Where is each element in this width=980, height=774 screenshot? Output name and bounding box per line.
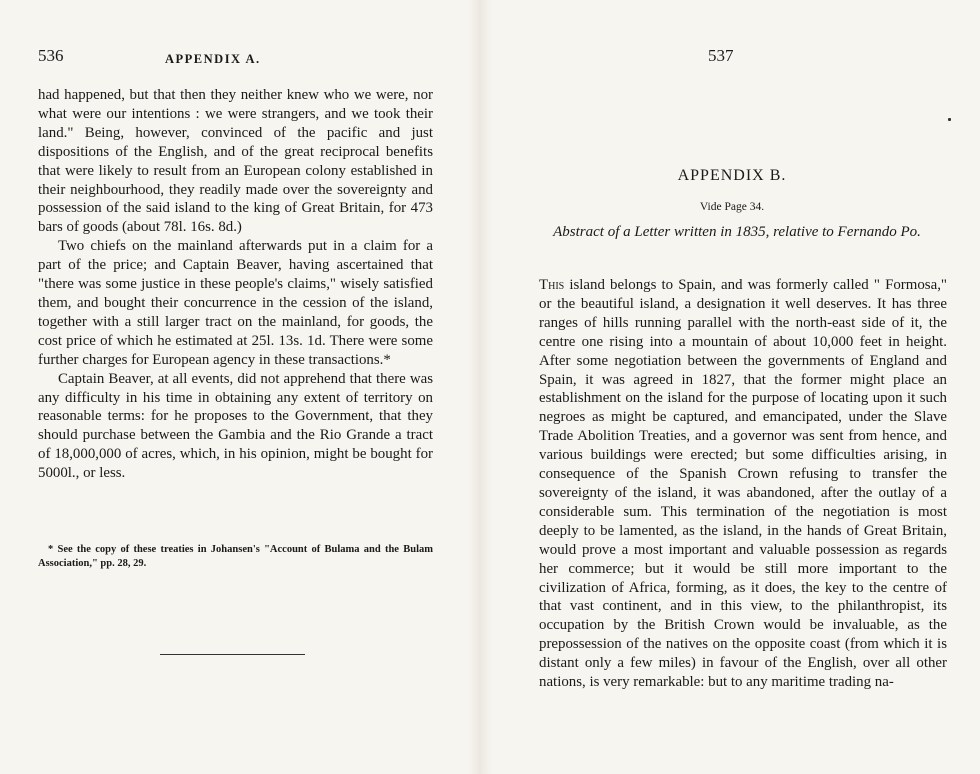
appendix-title: APPENDIX B. [677, 167, 787, 184]
footnote-text: * See the copy of these treaties in Johansen's "Account of Bulama and the Bulam Association," pp. 28, 29. [38, 544, 433, 569]
page-number: 536 [38, 46, 64, 65]
end-rule [160, 654, 305, 655]
footnote [38, 543, 433, 571]
paragraph: Two chiefs on the mainland afterwards put in a claim for a part of the price; and Captain Beaver, having ascertained that "there was some justice in these people's claims," wisely satisfied them, and bought their concurrence in the cession of the island, together with a still larger tract on the mainland, for goods, the cost price of which he estimated at 25l. 13s. 1d. There were some further charges for European agency in these transactions.* [38, 238, 433, 368]
right-page [490, 0, 980, 774]
paragraph: Captain Beaver, at all events, did not apprehend that there was any difficulty in his time in obtaining any extent of territory on reasonable terms: for he proposes to the Government, that they should purchase between the Gambia and the Rio Grande a tract of 18,000,000 of acres, which, in his opinion, might be bought for 5000l., or less. [38, 370, 433, 482]
margin-mark [948, 118, 951, 121]
drop-word: This [539, 277, 565, 293]
paragraph [539, 276, 947, 692]
vide-reference: Vide Page 34. [699, 201, 765, 213]
left-body-text [38, 86, 433, 483]
left-page [0, 0, 470, 774]
paragraph: had happened, but that then they neither knew who we were, nor what were our intentions : we were strangers, and we took their land." Being, however, convinced of the pacific and just dispositions of the English, and of the great reciprocal benefits that were likely to result from an European colony established in their neighbourhood, they readily made over the sovereignty and possession of the said island to the king of Great Britain, for 473 bars of goods (about 78l. 16s. 8d.) [38, 87, 433, 236]
page-number: 537 [708, 46, 734, 65]
right-body-text [539, 276, 947, 692]
book-gutter [468, 0, 492, 774]
paragraph-body: island belongs to Spain, and was formerly called " Formosa," or the beautiful island, a designation it well deserves. It has three ranges of hills running parallel with the north-east side of it, the centre one rising into a mountain of about 10,000 feet in height. After some negotiation between the governments of England and Spain, it was agreed in 1827, that the former might place an establishment on the island for the purpose of locating upon it such negroes as might be captured, and emancipated, under the Slave Trade Abolition Treaties, and a governor was sent from hence, and various buildings were erected; but some difficulties arising, in consequence of the Spanish Crown refusing to transfer the sovereignty of the island, it was abandoned, after the outlay of a considerable sum. This termination of the negotiation is most deeply to be lamented, as the island, in the hands of Great Britain, would prove a most important and valuable possession as regards her commerce; but it would be still more important to the civilization of Africa, forming, as it does, the key to the centre of that vast continent, and in this view, to the philanthropist, its occupation by the British Crown would be invaluable, as the prepossession of the natives on the opposite coast (from which it is distant only a few miles) in favour of the English, over all other nations, is very remarkable: but to any maritime trading na- [539, 277, 947, 691]
running-head: APPENDIX A. [165, 52, 261, 66]
abstract-title: Abstract of a Letter written in 1835, relative to Fernando Po. [553, 224, 921, 240]
